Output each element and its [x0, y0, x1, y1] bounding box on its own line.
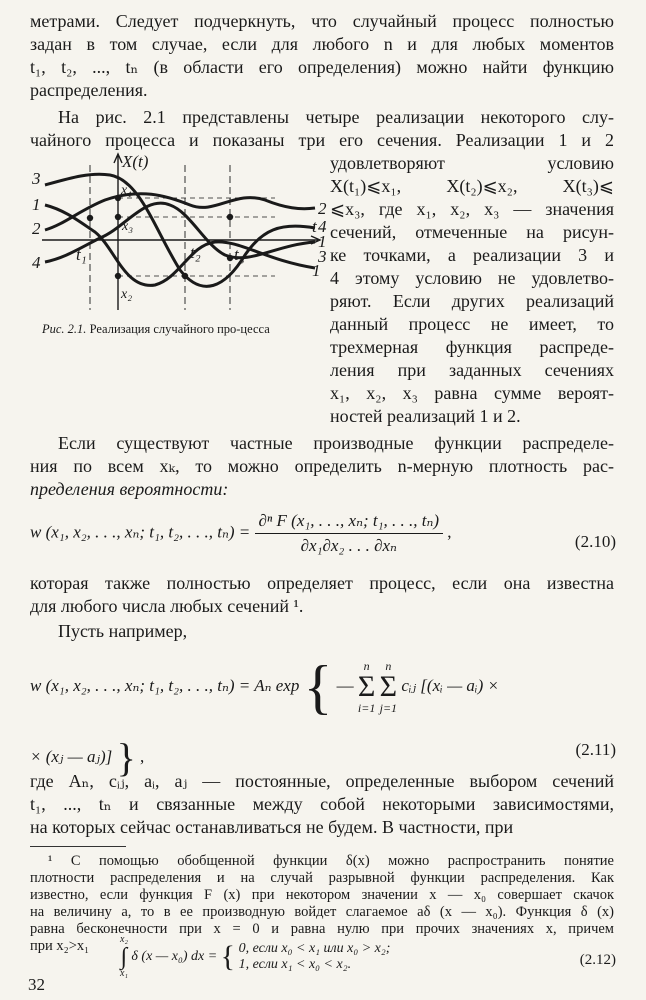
eq212-case-1: 0, если x₀ < x₁ или x₀ > x₂; [238, 941, 391, 956]
paragraph-6-show-3: на которых сейчас останавливаться не будем. В частности, при [30, 817, 514, 837]
paragraph-3-c: пределения вероятности: [30, 479, 229, 499]
paragraph-2-side-5: ке точками, а реализации 3 и [330, 245, 614, 265]
left-label-1: 1 [32, 195, 41, 214]
footnote-line-3: известно, если функция F (x) при некотором значении x — x₀ совершает скачок [30, 887, 614, 903]
paragraph-2-line-1: На рис. 2.1 представлены четыре реализации некоторого слу- [58, 107, 614, 127]
paragraph-1-line-2: задан в том случае, если для любого n и для любых моментов [30, 34, 614, 54]
right-label-3: 3 [318, 247, 327, 266]
paragraph-2-side-3: ⩽x₃, где x₁, x₂, x₃ — значения [330, 199, 614, 219]
eq210-tail: , [447, 522, 452, 542]
footnote-rule [30, 846, 126, 847]
eq212-cases [239, 941, 391, 973]
eq211-sum-1 [358, 660, 375, 714]
paragraph-2-side-1: удовлетворяют условию [330, 153, 614, 173]
eq211-line2: × (xⱼ — aⱼ)] [30, 746, 113, 766]
paragraph-4-line-2: для любого числа любых сечений ¹. [30, 596, 304, 616]
eq211-tail: , [140, 746, 145, 766]
eq211-sum1-top: n [363, 659, 370, 673]
paragraph-2-line-2: чайного процесса и показаны три его сечения. Реализации 1 и 2 [30, 130, 614, 150]
point-x2 [115, 273, 121, 279]
eq212-int-sign: ∫ [120, 944, 128, 970]
eq212-int-bottom: x₁ [120, 968, 128, 979]
eq210-numerator: ∂ⁿ F (x₁, . . ., xₙ; t₁, . . ., tₙ) [255, 510, 444, 534]
equation-2-11 [30, 654, 500, 720]
paragraph-2-side-6: 4 этому условию не удовлетво- [330, 268, 614, 288]
paragraph-2-side-10: ления при заданных сечениях [330, 360, 614, 380]
paragraph-1-line-1: метрами. Следует подчеркнуть, что случайный процесс полностью [30, 11, 614, 31]
axis-y-label: X(t) [122, 152, 149, 171]
eq211-minus: — [336, 675, 354, 695]
paragraph-2-side-2: X(t₁)⩽x₁, X(t₂)⩽x₂, X(t₃)⩽ [330, 176, 614, 196]
eq212-integrand: δ (x — x₀) dx = [131, 949, 218, 965]
eq211-brace-open: { [303, 654, 333, 720]
point-t1a [87, 215, 93, 221]
eq211-sum1-sign: Σ [357, 670, 376, 703]
eq211-sum2-top: n [385, 659, 392, 673]
footnote-line-1: ¹ С помощью обобщенной функции δ(x) можно распространить понятие [48, 853, 614, 869]
figure-realizations [30, 150, 330, 320]
figure-caption-text: Реализация случайного про-цесса [89, 322, 270, 336]
paragraph-2-side-8: данный процесс не имеет, то [330, 314, 614, 334]
right-label-1b: 1 [312, 261, 321, 280]
point-t3 [227, 214, 233, 220]
left-label-2: 2 [32, 219, 41, 238]
paragraph-1-line-3: t₁, t₂, ..., tₙ (в области его определения) можно найти функцию [30, 57, 614, 77]
section-label-t1: t₁ [76, 245, 87, 264]
right-label-4: 4 [318, 217, 327, 236]
equation-number-2-12: (2.12) [579, 952, 616, 968]
paragraph-2-side-11: x₁, x₂, x₃ равна сумме вероят- [330, 383, 614, 403]
left-label-3: 3 [32, 169, 41, 188]
footnote-line-6: при x₂>x₁ [30, 938, 90, 954]
section-label-t2: t₂ [190, 243, 201, 262]
section-label-t3: t₃ [234, 245, 245, 264]
paragraph-2-side-4: сечений, отмеченные на рисун- [330, 222, 614, 242]
paragraph-3-b: ния по всем xₖ, то можно определить n-мерную плотность рас- [30, 456, 614, 476]
eq211-sum-2 [380, 660, 397, 714]
eq211-sum2-sign: Σ [379, 670, 398, 703]
eq211-sum1-bottom: i=1 [357, 701, 376, 715]
value-label-x2: x₂ [121, 287, 133, 302]
equation-number-2-10: (2.10) [574, 532, 616, 551]
left-label-4: 4 [32, 253, 41, 272]
eq212-case-2: 1, если x₁ < x₀ < x₂. [238, 957, 352, 972]
point-x3 [115, 214, 121, 220]
axis-x-label: t [312, 217, 317, 236]
footnote-line-2: плотности распределения и на случай разрывной функции распределения. Как [30, 870, 614, 886]
eq211-body: cᵢⱼ [(xᵢ — aᵢ) × [401, 675, 500, 695]
point-t3b [227, 255, 233, 261]
value-label-x3: x₃ [122, 219, 134, 234]
paragraph-2-side-12: ностей реализаций 1 и 2. [330, 406, 521, 426]
paragraph-5: Пусть например, [58, 621, 188, 641]
eq212-brace: { [220, 940, 236, 973]
paragraph-1-line-4: распределения. [30, 80, 148, 100]
footnote-line-4: на величину a, то в ее производную войдет слагаемое aδ (x — x₀). Функция δ (x) [30, 904, 614, 920]
point-t2 [182, 273, 188, 279]
paragraph-4-line-1: которая также полностью определяет процесс, если она известна [30, 573, 614, 593]
equation-2-12 [120, 935, 390, 979]
paragraph-6-show-1: где Aₙ, cᵢⱼ, aᵢ, aⱼ — постоянные, определенные выбором сечений [30, 771, 614, 791]
equation-2-10 [30, 510, 452, 557]
paragraph-6-show-2: t₁, ..., tₙ и связанные между собой некоторыми зависимостями, [30, 794, 614, 814]
right-label-1a: 1 [318, 232, 327, 251]
figure-caption-label: Рис. 2.1. [42, 322, 87, 336]
paragraph-3-a: Если существуют частные производные функции распределе- [58, 433, 614, 453]
figure-caption [42, 322, 322, 337]
eq210-denominator: ∂x₁∂x₂ . . . ∂xₙ [300, 536, 397, 555]
eq211-brace-close: } [116, 735, 136, 780]
right-label-2: 2 [318, 199, 327, 218]
eq212-int-top: x₂ [120, 934, 128, 945]
eq211-sum2-bottom: j=1 [379, 701, 398, 715]
equation-number-2-11: (2.11) [575, 740, 616, 759]
eq210-fraction [255, 510, 444, 557]
eq210-lhs: w (x₁, x₂, . . ., xₙ; t₁, t₂, . . ., tₙ) = [30, 522, 251, 542]
eq212-integral [120, 935, 128, 979]
value-label-x1: x₁ [121, 183, 133, 198]
eq211-lhs: w (x₁, x₂, . . ., xₙ; t₁, t₂, . . ., tₙ) = Aₙ exp [30, 675, 300, 695]
footnote-line-5: равна бесконечности при x = 0 и равна нулю при прочих значениях x, причем [30, 921, 614, 937]
paragraph-2-side-9: трехмерная функция распреде- [330, 337, 614, 357]
page-number: 32 [28, 975, 45, 994]
paragraph-2-side-7: ряют. Если других реализаций [330, 291, 614, 311]
